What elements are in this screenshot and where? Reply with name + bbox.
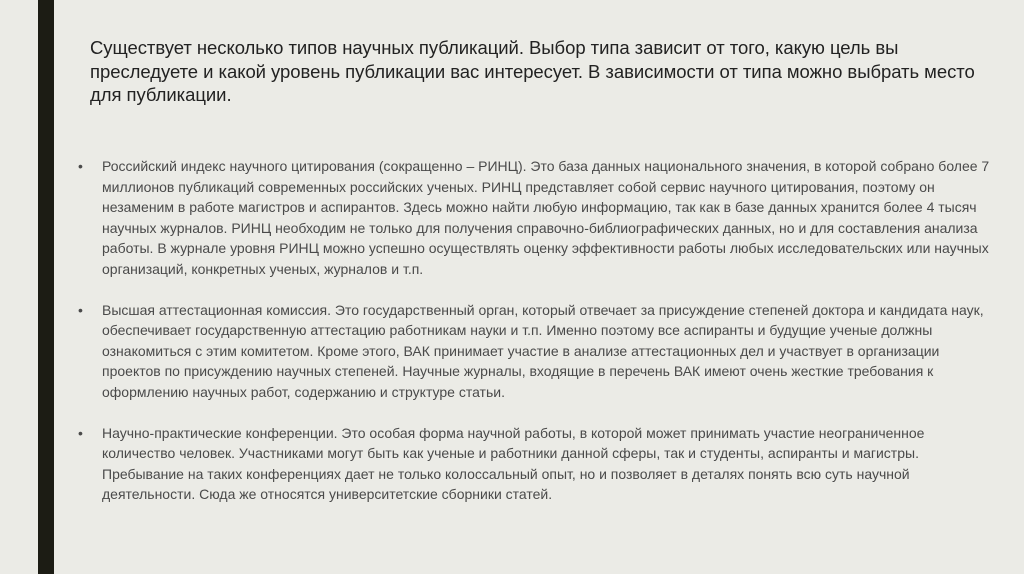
bullet-item-conferences (78, 423, 1000, 505)
bullet-item-rinc (78, 156, 1000, 279)
bullet-marker: • (78, 301, 83, 318)
bullet-text-rinc: Российский индекс научного цитирования (сокращенно – РИНЦ). Это база данных национального значения, в которой собрано более 7 миллионов публикаций современных российских ученых. РИНЦ представляет собой сервис научного цитирования, поэтому он незаменим в работе магистров и аспирантов. Здесь можно найти любую информацию, так как в базе данных хранится более 4 тысяч научных журналов. РИНЦ необходим не только для получения справочно-библиографических данных, но и для составления анализа работы. В журнале уровня РИНЦ можно успешно осуществлять оценку эффективности работы любых исследовательских или научных организаций, конкретных ученых, журналов и т.п. (102, 158, 990, 277)
bullet-list (78, 156, 1000, 525)
bullet-text-vak: Высшая аттестационная комиссия. Это государственный орган, который отвечает за присуждение степеней доктора и кандидата наук, обеспечивает государственную аттестацию работникам науки и т.п. Именно поэтому все аспиранты и будущие ученые должны ознакомиться с этим комитетом. Кроме этого, ВАК принимает участие в анализе аттестационных дел и участвует в организации проектов по присуждению научных степеней. Научные журналы, входящие в перечень ВАК имеют очень жесткие требования к оформлению научных работ, содержанию и структуре статьи. (102, 301, 984, 400)
slide-content (78, 36, 1000, 502)
bullet-text-conferences: Научно-практические конференции. Это особая форма научной работы, в которой может принимать участие неограниченное количество человек. Участниками могут быть как ученые и работники данной сферы, так и студенты, аспиранты и магистры. Пребывание на таких конференциях дает не только колоссальный опыт, но и позволяет в деталях понять всю суть научной деятельности. Сюда же относятся университетские сборники статей. (102, 424, 925, 502)
bullet-item-vak (78, 300, 1000, 403)
bullet-marker: • (78, 158, 83, 174)
slide-heading: Существует несколько типов научных публикаций. Выбор типа зависит от того, какую цель вы преследуете и какой уровень публикации вас интересует. В зависимости от типа можно выбрать место для публикации. (90, 37, 975, 105)
bullet-marker: • (78, 424, 83, 441)
left-accent-bar (38, 0, 54, 574)
